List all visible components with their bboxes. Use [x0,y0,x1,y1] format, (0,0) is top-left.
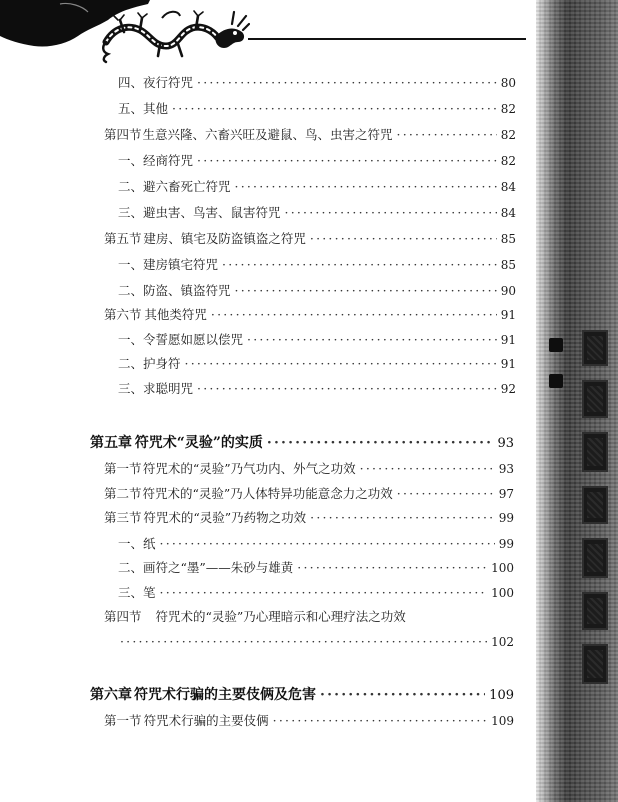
page-number: 93 [497,436,514,451]
dot-leader [310,510,495,525]
edge-mark [549,338,563,352]
spine-title-block [582,380,608,418]
dot-leader [397,127,497,142]
toc-entry[interactable] [118,583,514,601]
toc-section-title-wrapped[interactable] [104,607,406,625]
page-number: 109 [489,688,514,703]
section-label: 第六节 [104,307,142,322]
page-number: 82 [500,128,516,142]
entry-title: 生意兴隆、六畜兴旺及避鼠、鸟、虫害之符咒 [142,127,393,142]
entry-title: 二、画符之“墨”——朱砂与雄黄 [118,560,294,575]
entry-title: 符咒术的“灵验”乃人体特异功能意念力之功效 [142,486,393,501]
toc-entry[interactable] [118,354,516,372]
dot-leader [197,75,497,90]
entry-title: 一、建房镇宅符咒 [118,257,219,272]
entry-title: 一、经商符咒 [118,153,194,168]
toc-section-entry[interactable] [104,125,516,143]
section-label: 第四节 [104,609,142,624]
entry-title: 符咒术的“灵验”乃药物之功效 [143,510,307,525]
page-number: 85 [500,258,516,272]
section-label: 第一节 [104,461,142,476]
entry-title: 二、防盗、镇盗符咒 [118,283,231,298]
page-number: 91 [500,308,516,322]
section-label: 第二节 [104,486,142,501]
entry-title: 一、令誓愿如愿以偿咒 [118,332,244,347]
toc-entry[interactable] [118,151,516,169]
page-number: 109 [491,714,514,728]
dot-leader [267,435,494,451]
entry-title: 其他类符咒 [144,307,207,322]
section-label: 第四节 [104,127,142,142]
page-number: 85 [500,232,516,246]
section-label: 第一节 [104,713,142,728]
toc-section-entry[interactable] [104,711,514,729]
spine-title-block [582,644,608,684]
toc-entry[interactable] [118,177,516,195]
dot-leader [120,634,487,649]
dot-leader [310,231,497,246]
entry-title: 建房、镇宅及防盗镇盗之符咒 [143,231,306,246]
dot-leader [160,536,495,551]
toc-entry[interactable] [118,534,514,552]
page-number: 90 [500,284,516,298]
entry-title: 三、求聪明咒 [118,381,194,396]
entry-title: 符咒术行骗的主要伎俩 [143,713,269,728]
toc-section-entry[interactable] [104,484,514,502]
page-number: 82 [500,154,516,168]
page-number: 80 [500,76,516,90]
toc-entry[interactable] [118,73,516,91]
dot-leader [160,585,488,600]
page-number: 82 [500,102,516,116]
chapter-title: 符咒术“灵验”的实质 [134,435,263,451]
page-number: 97 [498,487,514,501]
page-number: 91 [500,333,516,347]
dot-leader [185,356,497,371]
toc-chapter-entry[interactable] [90,684,514,704]
dot-leader [235,283,497,298]
page-number: 99 [498,537,514,551]
entry-title: 符咒术的“灵验”乃心理暗示和心理疗法之功效 [155,609,406,624]
toc-entry[interactable] [118,255,516,273]
dot-leader [235,179,497,194]
dot-leader [297,560,487,575]
page-number: 99 [498,511,514,525]
dot-leader [222,257,497,272]
page-number: 93 [498,462,514,476]
spine-title-block [582,538,608,578]
spine-title-block [582,432,608,472]
dot-leader [397,486,495,501]
entry-title: 符咒术的“灵验”乃气功内、外气之功效 [142,461,356,476]
dot-leader [247,332,497,347]
section-label: 第五节 [104,231,142,246]
toc-entry[interactable] [118,203,516,221]
dot-leader [285,205,497,220]
chapter-label: 第五章 [90,435,132,451]
entry-title: 三、避虫害、鸟害、鼠害符咒 [118,205,281,220]
spine-title-block [582,592,608,630]
toc-section-entry[interactable] [104,305,516,323]
entry-title: 二、避六畜死亡符咒 [118,179,231,194]
page-number: 102 [491,635,514,649]
page-number: 91 [500,357,516,371]
page-number: 92 [500,382,516,396]
page-number: 100 [491,586,514,600]
chapter-label: 第六章 [90,687,132,703]
toc-entry[interactable] [118,558,514,576]
chapter-title: 符咒术行骗的主要伎俩及危害 [134,687,317,703]
section-label: 第三节 [104,510,142,525]
toc-entry[interactable] [118,99,516,117]
page-number: 84 [500,180,516,194]
entry-title: 三、笔 [118,585,156,600]
dot-leader [211,307,497,322]
toc-entry[interactable] [118,379,516,397]
toc-entry[interactable] [118,281,516,299]
page-number: 100 [491,561,514,575]
dot-leader [197,381,497,396]
toc-chapter-entry[interactable] [90,432,514,452]
toc-entry-continuation[interactable] [120,634,514,649]
dot-leader [172,101,497,116]
toc-section-entry[interactable] [104,459,514,477]
edge-mark [549,374,563,388]
entry-title: 一、纸 [118,536,156,551]
page-number: 84 [500,206,516,220]
entry-title: 二、护身符 [118,356,181,371]
dot-leader [360,461,495,476]
toc-section-entry[interactable] [104,508,514,526]
spine-title-block [582,330,608,366]
spine-title-block [582,486,608,524]
dot-leader [320,687,485,703]
entry-title: 四、夜行符咒 [118,75,194,90]
toc-entry[interactable] [118,330,516,348]
toc-section-entry[interactable] [104,229,516,247]
entry-title: 五、其他 [118,101,169,116]
dot-leader [197,153,497,168]
dot-leader [273,713,487,728]
